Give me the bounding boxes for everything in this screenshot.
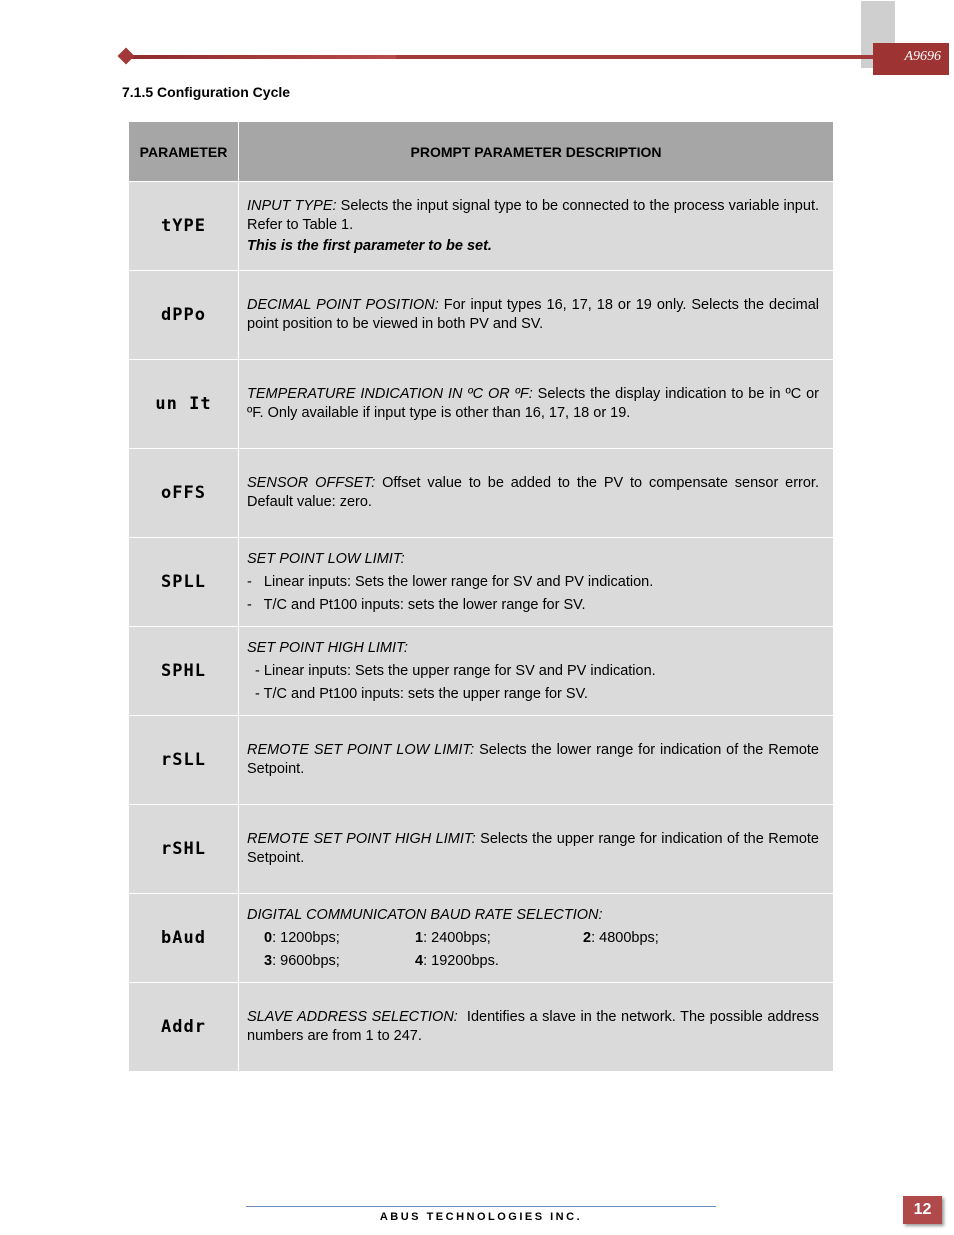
- parameter-description: [239, 894, 834, 983]
- column-header-description: PROMPT PARAMETER DESCRIPTION: [239, 122, 834, 182]
- parameter-description: [239, 360, 834, 449]
- column-header-parameter: PARAMETER: [129, 122, 239, 182]
- baud-row: [247, 929, 819, 948]
- parameter-table: [128, 121, 834, 1072]
- baud-option: 0: 1200bps;: [264, 929, 340, 946]
- parameter-description: [239, 182, 834, 271]
- table-row: [129, 894, 834, 983]
- parameter-code: Addr: [129, 983, 239, 1072]
- table-row: [129, 538, 834, 627]
- parameter-code: tYPE: [129, 182, 239, 271]
- description-text: Identifies a slave in the network. The possible address numbers are from 1 to 247.: [247, 1009, 824, 1044]
- parameter-code: rSLL: [129, 716, 239, 805]
- table-header-row: [129, 122, 834, 182]
- parameter-description: [239, 716, 834, 805]
- parameter-code: SPHL: [129, 627, 239, 716]
- baud-row: [247, 952, 819, 971]
- table-row: [129, 716, 834, 805]
- description-label: DIGITAL COMMUNICATON BAUD RATE SELECTION:: [247, 906, 603, 923]
- table-row: [129, 449, 834, 538]
- description-list-item: - T/C and Pt100 inputs: sets the upper range for SV.: [247, 685, 588, 702]
- description-label: REMOTE SET POINT HIGH LIMIT:: [247, 831, 476, 847]
- table-row: [129, 182, 834, 271]
- description-text: Selects the lower range for indication of the Remote Setpoint.: [247, 742, 819, 777]
- parameter-code: un It: [129, 360, 239, 449]
- description-text: Selects the upper range for indication of the Remote Setpoint.: [247, 831, 819, 866]
- parameter-description: [239, 271, 834, 360]
- description-note: This is the first parameter to be set.: [247, 237, 492, 254]
- parameter-description: [239, 449, 834, 538]
- description-label: DECIMAL POINT POSITION:: [247, 297, 439, 313]
- description-text: Selects the input signal type to be connected to the process variable input. Refer to Table 1.: [247, 197, 819, 233]
- parameter-description: [239, 805, 834, 894]
- table-row: [129, 271, 834, 360]
- footer-company: ABUS TECHNOLOGIES INC.: [379, 1211, 583, 1223]
- parameter-code: oFFS: [129, 449, 239, 538]
- parameter-description: [239, 538, 834, 627]
- description-text: Offset value to be added to the PV to compensate sensor error. Default value: zero.: [247, 475, 819, 510]
- baud-option: 1: 2400bps;: [415, 929, 491, 946]
- page-number: 12: [903, 1196, 942, 1224]
- description-text: For input types 16, 17, 18 or 19 only. Selects the decimal point position to be viewed in both PV and SV.: [247, 297, 819, 332]
- table-row: [129, 627, 834, 716]
- header-rule-accent: [126, 55, 396, 59]
- table-row: [129, 983, 834, 1072]
- section-title: 7.1.5 Configuration Cycle: [122, 84, 291, 100]
- description-label: TEMPERATURE INDICATION IN ºC OR ºF:: [247, 386, 533, 402]
- baud-option: 4: 19200bps.: [415, 952, 499, 969]
- description-label: SET POINT HIGH LIMIT:: [247, 639, 408, 656]
- description-list-item: - Linear inputs: Sets the lower range for SV and PV indication.: [247, 573, 654, 590]
- parameter-code: bAud: [129, 894, 239, 983]
- description-label: SENSOR OFFSET:: [247, 475, 376, 491]
- baud-option: 3: 9600bps;: [264, 952, 340, 969]
- parameter-code: dPPo: [129, 271, 239, 360]
- footer-rule: [246, 1206, 716, 1207]
- parameter-code: rSHL: [129, 805, 239, 894]
- description-label: SLAVE ADDRESS SELECTION:: [247, 1009, 458, 1025]
- description-label: SET POINT LOW LIMIT:: [247, 550, 405, 567]
- parameter-code: SPLL: [129, 538, 239, 627]
- table-row: [129, 360, 834, 449]
- header-diamond-icon: [118, 48, 135, 65]
- description-list-item: - T/C and Pt100 inputs: sets the lower range for SV.: [247, 596, 586, 613]
- parameter-description: [239, 627, 834, 716]
- parameter-description: [239, 983, 834, 1072]
- description-label: REMOTE SET POINT LOW LIMIT:: [247, 742, 475, 758]
- table-row: [129, 805, 834, 894]
- description-text: Selects the display indication to be in ºC or ºF. Only available if input type is other than 16, 17, 18 or 19.: [247, 386, 819, 421]
- description-label: INPUT TYPE:: [247, 197, 337, 214]
- document-code: A9696: [873, 43, 949, 75]
- baud-option: 2: 4800bps;: [583, 929, 659, 946]
- description-list-item: - Linear inputs: Sets the upper range for SV and PV indication.: [247, 662, 656, 679]
